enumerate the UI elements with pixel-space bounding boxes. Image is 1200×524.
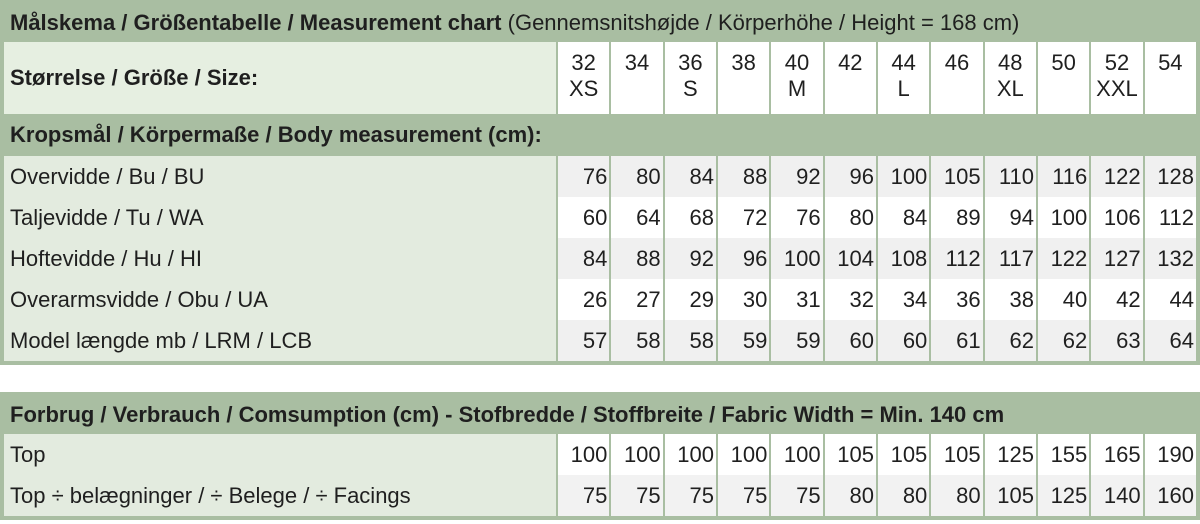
- value-cell: 105: [876, 434, 929, 475]
- size-number: 54: [1158, 50, 1183, 75]
- value-cell: 84: [663, 156, 716, 197]
- value-cell: 190: [1143, 434, 1196, 475]
- value-cell: 122: [1089, 156, 1142, 197]
- size-cell: [769, 42, 822, 114]
- value-cell: 100: [1036, 197, 1089, 238]
- value-cell: 80: [929, 475, 982, 516]
- value-cell: 105: [823, 434, 876, 475]
- value-cell: 68: [663, 197, 716, 238]
- value-cell: 132: [1143, 238, 1196, 279]
- size-letter: XS: [568, 76, 599, 101]
- value-cell: 64: [609, 197, 662, 238]
- value-cell: 60: [823, 320, 876, 361]
- value-cell: 112: [929, 238, 982, 279]
- size-number: 46: [944, 50, 970, 75]
- value-cell: 62: [983, 320, 1036, 361]
- value-cell: 61: [929, 320, 982, 361]
- value-cell: 62: [1036, 320, 1089, 361]
- size-cell: [983, 42, 1036, 114]
- value-cell: 110: [983, 156, 1036, 197]
- value-cell: 76: [769, 197, 822, 238]
- value-cell: 112: [1143, 197, 1196, 238]
- value-cell: 165: [1089, 434, 1142, 475]
- size-letter: XXL: [1096, 76, 1138, 101]
- value-cell: 105: [929, 156, 982, 197]
- size-cell: [823, 42, 876, 114]
- value-cell: 30: [716, 279, 769, 320]
- value-cell: 89: [929, 197, 982, 238]
- size-cell: [609, 42, 662, 114]
- value-cell: 75: [663, 475, 716, 516]
- body-measurement-heading: Kropsmål / Körpermaße / Body measurement (cm):: [4, 114, 1196, 156]
- value-cell: 160: [1143, 475, 1196, 516]
- measurement-title-row: [4, 4, 1196, 42]
- value-cell: 108: [876, 238, 929, 279]
- value-cell: 57: [556, 320, 609, 361]
- value-cell: 88: [609, 238, 662, 279]
- size-number: 44: [891, 50, 916, 75]
- value-cell: 75: [716, 475, 769, 516]
- size-letter: L: [897, 76, 910, 101]
- value-cell: 29: [663, 279, 716, 320]
- value-cell: 125: [983, 434, 1036, 475]
- value-cell: 34: [876, 279, 929, 320]
- row-label: Overarmsvidde / Obu / UA: [4, 279, 556, 320]
- value-cell: 100: [876, 156, 929, 197]
- size-cell: [929, 42, 982, 114]
- value-cell: 104: [823, 238, 876, 279]
- value-cell: 122: [1036, 238, 1089, 279]
- value-cell: 80: [876, 475, 929, 516]
- value-cell: 36: [929, 279, 982, 320]
- value-cell: 80: [823, 475, 876, 516]
- size-cell: [1143, 42, 1196, 114]
- size-cell: [1089, 42, 1142, 114]
- value-cell: 117: [983, 238, 1036, 279]
- value-cell: 60: [556, 197, 609, 238]
- row-label: Hoftevidde / Hu / HI: [4, 238, 556, 279]
- value-cell: 127: [1089, 238, 1142, 279]
- value-cell: 94: [983, 197, 1036, 238]
- value-cell: 59: [716, 320, 769, 361]
- value-cell: 38: [983, 279, 1036, 320]
- value-cell: 27: [609, 279, 662, 320]
- value-cell: 100: [716, 434, 769, 475]
- value-cell: 42: [1089, 279, 1142, 320]
- value-cell: 59: [769, 320, 822, 361]
- value-cell: 44: [1143, 279, 1196, 320]
- measurement-title: Målskema / Größentabelle / Measurement chart (Gennemsnitshøjde / Körperhöhe / Height = 168 cm): [4, 4, 1196, 42]
- row-label: Top: [4, 434, 556, 475]
- value-cell: 116: [1036, 156, 1089, 197]
- value-cell: 76: [556, 156, 609, 197]
- value-cell: 155: [1036, 434, 1089, 475]
- size-number: 40: [784, 50, 810, 75]
- size-letter: S: [682, 76, 698, 101]
- body-measurement-section-row: [4, 114, 1196, 156]
- value-cell: 92: [663, 238, 716, 279]
- size-letter: XL: [996, 76, 1024, 101]
- table-row: [4, 156, 1196, 197]
- value-cell: 84: [876, 197, 929, 238]
- value-cell: 128: [1143, 156, 1196, 197]
- size-number: 48: [998, 50, 1023, 75]
- consumption-title: Forbrug / Verbrauch / Comsumption (cm) - Stofbredde / Stoffbreite / Fabric Width = Min. 140 cm: [4, 396, 1196, 434]
- consumption-table: [0, 392, 1200, 520]
- value-cell: 106: [1089, 197, 1142, 238]
- size-number: 38: [731, 50, 756, 75]
- value-cell: 100: [663, 434, 716, 475]
- value-cell: 100: [769, 434, 822, 475]
- table-row: [4, 475, 1196, 516]
- value-cell: 105: [929, 434, 982, 475]
- value-cell: 60: [876, 320, 929, 361]
- size-number: 36: [678, 50, 703, 75]
- table-row: [4, 279, 1196, 320]
- value-cell: 26: [556, 279, 609, 320]
- size-cell: [1036, 42, 1089, 114]
- size-cell: [716, 42, 769, 114]
- value-cell: 75: [769, 475, 822, 516]
- table-row: [4, 434, 1196, 475]
- row-label: Taljevidde / Tu / WA: [4, 197, 556, 238]
- size-row: [4, 42, 1196, 114]
- size-number: 32: [571, 50, 596, 75]
- size-number: 34: [624, 50, 650, 75]
- table-row: [4, 320, 1196, 361]
- value-cell: 75: [556, 475, 609, 516]
- size-cell: [556, 42, 609, 114]
- value-cell: 72: [716, 197, 769, 238]
- value-cell: 100: [556, 434, 609, 475]
- value-cell: 92: [769, 156, 822, 197]
- value-cell: 80: [823, 197, 876, 238]
- value-cell: 100: [769, 238, 822, 279]
- size-label: Størrelse / Größe / Size:: [4, 42, 556, 114]
- value-cell: 63: [1089, 320, 1142, 361]
- row-label: Overvidde / Bu / BU: [4, 156, 556, 197]
- row-label: Top ÷ belægninger / ÷ Belege / ÷ Facings: [4, 475, 556, 516]
- consumption-title-row: [4, 396, 1196, 434]
- value-cell: 140: [1089, 475, 1142, 516]
- value-cell: 80: [609, 156, 662, 197]
- size-number: 52: [1104, 50, 1130, 75]
- row-label: Model længde mb / LRM / LCB: [4, 320, 556, 361]
- value-cell: 96: [823, 156, 876, 197]
- value-cell: 96: [716, 238, 769, 279]
- value-cell: 88: [716, 156, 769, 197]
- size-number: 42: [838, 50, 863, 75]
- size-number: 50: [1051, 50, 1076, 75]
- size-cell: [876, 42, 929, 114]
- value-cell: 75: [609, 475, 662, 516]
- value-cell: 40: [1036, 279, 1089, 320]
- value-cell: 100: [609, 434, 662, 475]
- value-cell: 125: [1036, 475, 1089, 516]
- size-letter: M: [787, 76, 807, 101]
- table-row: [4, 238, 1196, 279]
- size-cell: [663, 42, 716, 114]
- value-cell: 31: [769, 279, 822, 320]
- value-cell: 64: [1143, 320, 1196, 361]
- value-cell: 58: [663, 320, 716, 361]
- value-cell: 58: [609, 320, 662, 361]
- value-cell: 84: [556, 238, 609, 279]
- value-cell: 32: [823, 279, 876, 320]
- value-cell: 105: [983, 475, 1036, 516]
- table-row: [4, 197, 1196, 238]
